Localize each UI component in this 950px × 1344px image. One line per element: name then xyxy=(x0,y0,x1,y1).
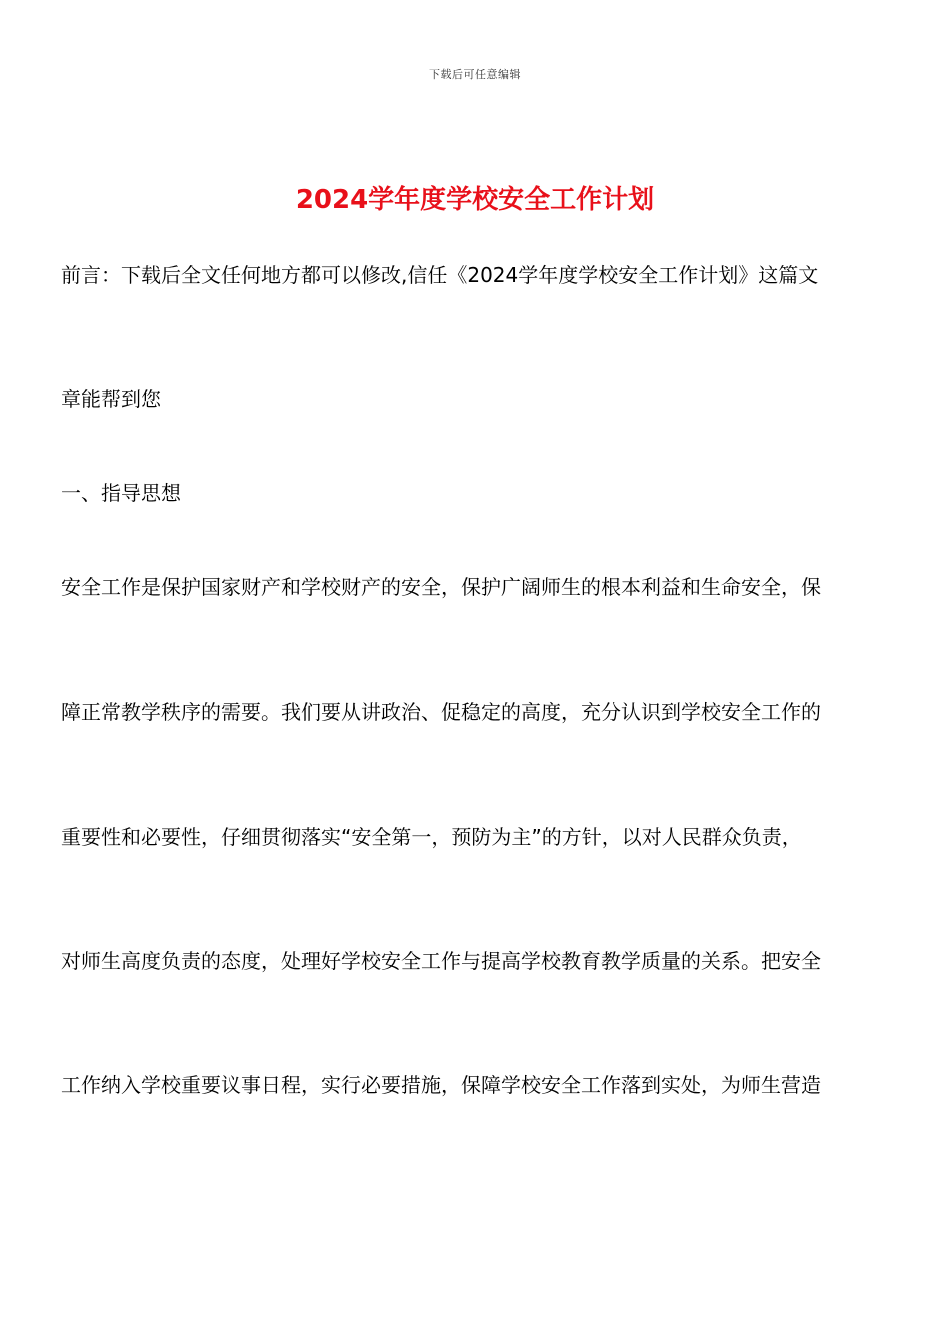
paragraph-line-3: 重要性和必要性，仔细贯彻落实“安全第一，预防为主”的方针，以对人民群众负责， xyxy=(61,825,802,849)
document-title: 2024学年度学校安全工作计划 xyxy=(295,185,655,215)
paragraph-line-5: 工作纳入学校重要议事日程，实行必要措施，保障学校安全工作落到实处，为师生营造 xyxy=(61,1073,821,1097)
paragraph-line-1: 安全工作是保护国家财产和学校财产的安全，保护广阔师生的根本利益和生命安全，保 xyxy=(61,575,821,599)
page-header-note: 下载后可任意编辑 xyxy=(429,68,521,81)
preface-line-1: 前言：下载后全文任何地方都可以修改,信任《2024学年度学校安全工作计划》这篇文 xyxy=(61,263,819,287)
preface-line-2: 章能帮到您 xyxy=(61,387,161,411)
paragraph-line-2: 障正常教学秩序的需要。我们要从讲政治、促稳定的高度，充分认识到学校安全工作的 xyxy=(61,700,821,724)
section-heading-guiding-ideology: 一、指导思想 xyxy=(61,481,181,505)
paragraph-line-4: 对师生高度负责的态度，处理好学校安全工作与提高学校教育教学质量的关系。把安全 xyxy=(61,949,821,973)
